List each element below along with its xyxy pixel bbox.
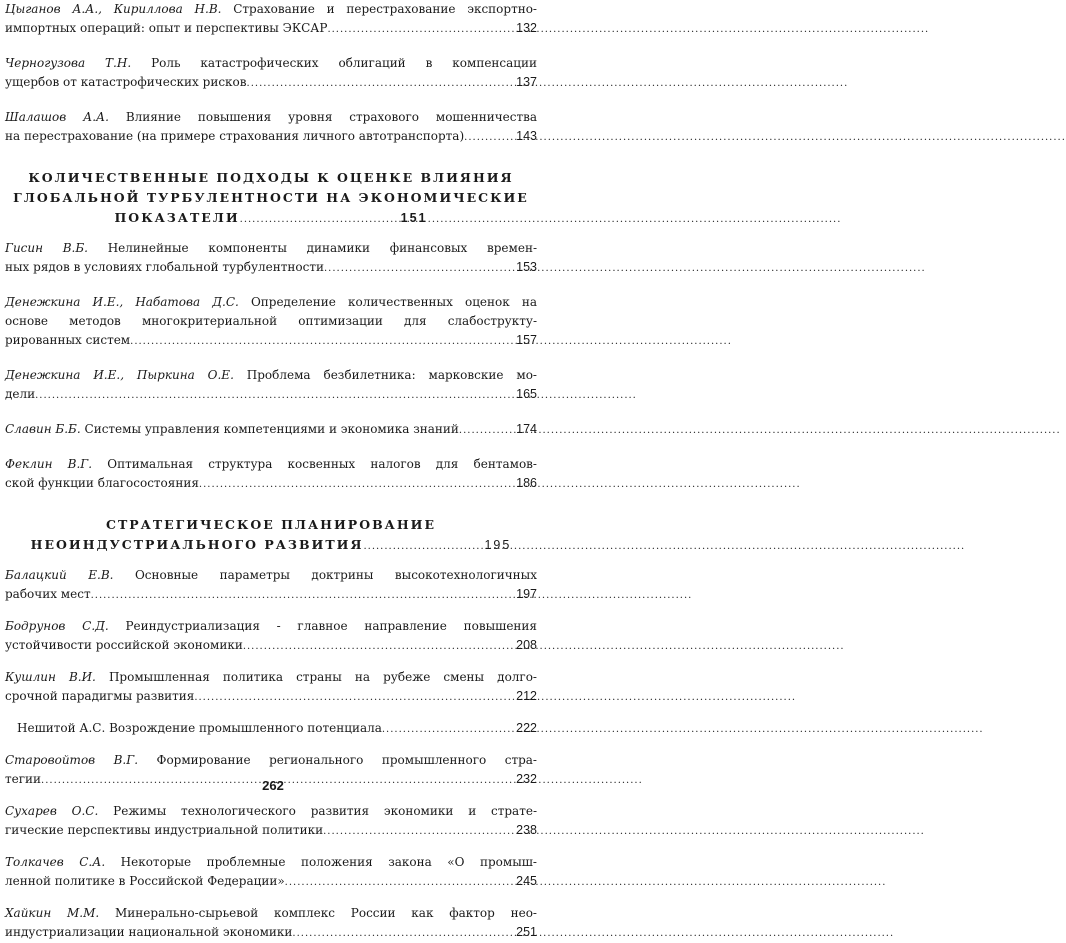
toc-entry bbox=[5, 420, 537, 440]
entry-title: Проблема безбилетника: марковские мо- bbox=[246, 368, 537, 382]
toc-entry bbox=[5, 54, 537, 93]
toc-entry bbox=[5, 904, 537, 943]
section-page: 195 bbox=[484, 538, 512, 552]
section-heading-line: СТРАТЕГИЧЕСКОЕ ПЛАНИРОВАНИЕ bbox=[106, 517, 436, 532]
toc-entry bbox=[5, 108, 537, 147]
entry-title-continued: ных рядов в условиях глобальной турбулентности bbox=[5, 260, 324, 274]
leader-dots bbox=[285, 873, 515, 892]
entry-title: Нелинейные компоненты динамики финансовых времен- bbox=[107, 241, 537, 255]
entry-page: 157 bbox=[516, 333, 537, 347]
entry-page: 232 bbox=[516, 772, 537, 786]
entry-title: Страхование и перестрахование экспортно- bbox=[233, 2, 537, 16]
toc-entry bbox=[5, 293, 537, 351]
entry-page: 245 bbox=[516, 874, 537, 888]
leader-dots bbox=[199, 475, 515, 494]
entry-title: Нешитой А.С. Возрождение промышленного потенциала bbox=[17, 721, 382, 735]
entry-page: 238 bbox=[516, 823, 537, 837]
entry-title-continued: индустриализации национальной экономики bbox=[5, 925, 293, 939]
leader-dots bbox=[243, 637, 515, 656]
toc-entry bbox=[5, 719, 537, 739]
section-heading-line: КОЛИЧЕСТВЕННЫЕ ПОДХОДЫ К ОЦЕНКЕ ВЛИЯНИЯ bbox=[28, 170, 514, 185]
entry-title-continued: дели bbox=[5, 387, 36, 401]
leader-dots bbox=[324, 259, 515, 278]
entry-title: Основные параметры доктрины высокотехнологичных bbox=[134, 568, 537, 582]
toc-entry bbox=[5, 455, 537, 494]
leader-dots bbox=[292, 924, 515, 943]
entry-page: 174 bbox=[516, 422, 537, 436]
toc-entry bbox=[5, 668, 537, 707]
entry-title-continued: импортных операций: опыт и перспективы ЭКСАР bbox=[5, 21, 328, 35]
table-of-contents bbox=[5, 0, 537, 943]
toc-entry bbox=[5, 853, 537, 892]
entry-title-continued: гические перспективы индустриальной политики bbox=[5, 823, 324, 837]
entry-page: 222 bbox=[516, 721, 537, 735]
leader-dots bbox=[323, 822, 515, 841]
leader-dots bbox=[130, 332, 515, 351]
leader-dots bbox=[382, 720, 515, 739]
entry-title: Системы управления компетенциями и экономика знаний bbox=[84, 422, 459, 436]
toc-entry bbox=[5, 0, 537, 39]
entry-title: Промышленная политика страны на рубеже смены долго- bbox=[108, 670, 537, 684]
leader-dots bbox=[327, 20, 515, 39]
entry-page: 137 bbox=[516, 75, 537, 89]
leader-dots bbox=[363, 537, 483, 557]
leader-dots bbox=[240, 210, 400, 230]
entry-title: Минерально-сырьевой комплекс России как фактор нео- bbox=[115, 906, 537, 920]
entry-author: Шалашов А.А. bbox=[5, 110, 109, 124]
entry-title: Оптимальная структура косвенных налогов для бентамов- bbox=[107, 457, 537, 471]
section-heading bbox=[5, 168, 537, 230]
entry-title: Реиндустриализация - главное направление повышения bbox=[125, 619, 537, 633]
page-number: 262 bbox=[262, 778, 284, 793]
toc-entry bbox=[5, 802, 537, 841]
entry-page: 143 bbox=[516, 129, 537, 143]
entry-author: Денежкина И.Е., Набатова Д.С. bbox=[5, 295, 239, 309]
toc-entry bbox=[5, 566, 537, 605]
entry-page: 208 bbox=[516, 638, 537, 652]
entry-title: Некоторые проблемные положения закона «О промыш- bbox=[120, 855, 537, 869]
toc-entry bbox=[5, 617, 537, 656]
entry-title-continued: на перестрахование (на примере страхования личного автотранспорта) bbox=[5, 129, 465, 143]
entry-title-continued: рированных систем bbox=[5, 333, 131, 347]
entry-author: Денежкина И.Е., Пыркина О.Е. bbox=[5, 368, 234, 382]
entry-page: 212 bbox=[516, 689, 537, 703]
section-page: 151 bbox=[400, 211, 428, 225]
entry-author: Бодрунов С.Д. bbox=[5, 619, 109, 633]
entry-page: 153 bbox=[516, 260, 537, 274]
entry-author: Толкачев С.А. bbox=[5, 855, 106, 869]
entry-page: 132 bbox=[516, 21, 537, 35]
entry-title-continued: устойчивости российской экономики bbox=[5, 638, 243, 652]
section-heading-line: ПОКАЗАТЕЛИ bbox=[114, 210, 240, 225]
entry-title: Формирование регионального промышленного стра- bbox=[156, 753, 537, 767]
entry-page: 251 bbox=[516, 925, 537, 939]
entry-title-continued: ленной политике в Российской Федерации» bbox=[5, 874, 285, 888]
entry-author: Сухарев О.С. bbox=[5, 804, 99, 818]
entry-title: Определение количественных оценок на bbox=[250, 295, 537, 309]
entry-title: Роль катастрофических облигаций в компенсации bbox=[151, 56, 537, 70]
leader-dots bbox=[35, 386, 515, 405]
toc-entry bbox=[5, 239, 537, 278]
entry-author: Гисин В.Б. bbox=[5, 241, 88, 255]
leader-dots bbox=[194, 688, 515, 707]
section-heading-line: НЕОИНДУСТРИАЛЬНОГО РАЗВИТИЯ bbox=[30, 537, 364, 552]
entry-title: Влияние повышения уровня страхового мошенничества bbox=[125, 110, 537, 124]
entry-author: Хайкин М.М. bbox=[5, 906, 100, 920]
section-heading bbox=[5, 515, 537, 557]
entry-title: Режимы технологического развития экономики и страте- bbox=[113, 804, 538, 818]
entry-page: 165 bbox=[516, 387, 537, 401]
leader-dots bbox=[464, 128, 515, 147]
entry-title-continued: рабочих мест bbox=[5, 587, 91, 601]
entry-author: Цыганов А.А., Кириллова Н.В. bbox=[5, 2, 222, 16]
entry-title-continued: срочной парадигмы развития bbox=[5, 689, 195, 703]
section-heading-line: ГЛОБАЛЬНОЙ ТУРБУЛЕНТНОСТИ НА ЭКОНОМИЧЕСКИЕ bbox=[13, 190, 529, 205]
entry-author: Славин Б.Б. bbox=[5, 422, 81, 436]
toc-entry bbox=[5, 366, 537, 405]
entry-author: Черногузова Т.Н. bbox=[5, 56, 132, 70]
entry-author: Феклин В.Г. bbox=[5, 457, 93, 471]
entry-title-continued: ской функции благосостояния bbox=[5, 476, 199, 490]
entry-title-continued: тегии bbox=[5, 772, 42, 786]
entry-author: Старовойтов В.Г. bbox=[5, 753, 139, 767]
leader-dots bbox=[247, 74, 516, 93]
entry-title-line: основе методов многокритериальной оптимизации для слабострукту- bbox=[5, 314, 537, 328]
entry-author: Кушлин В.И. bbox=[5, 670, 96, 684]
leader-dots bbox=[91, 586, 516, 605]
entry-page: 186 bbox=[516, 476, 537, 490]
entry-page: 197 bbox=[516, 587, 537, 601]
leader-dots bbox=[459, 421, 515, 440]
entry-author: Балацкий Е.В. bbox=[5, 568, 114, 582]
entry-title-continued: ущербов от катастрофических рисков bbox=[5, 75, 247, 89]
